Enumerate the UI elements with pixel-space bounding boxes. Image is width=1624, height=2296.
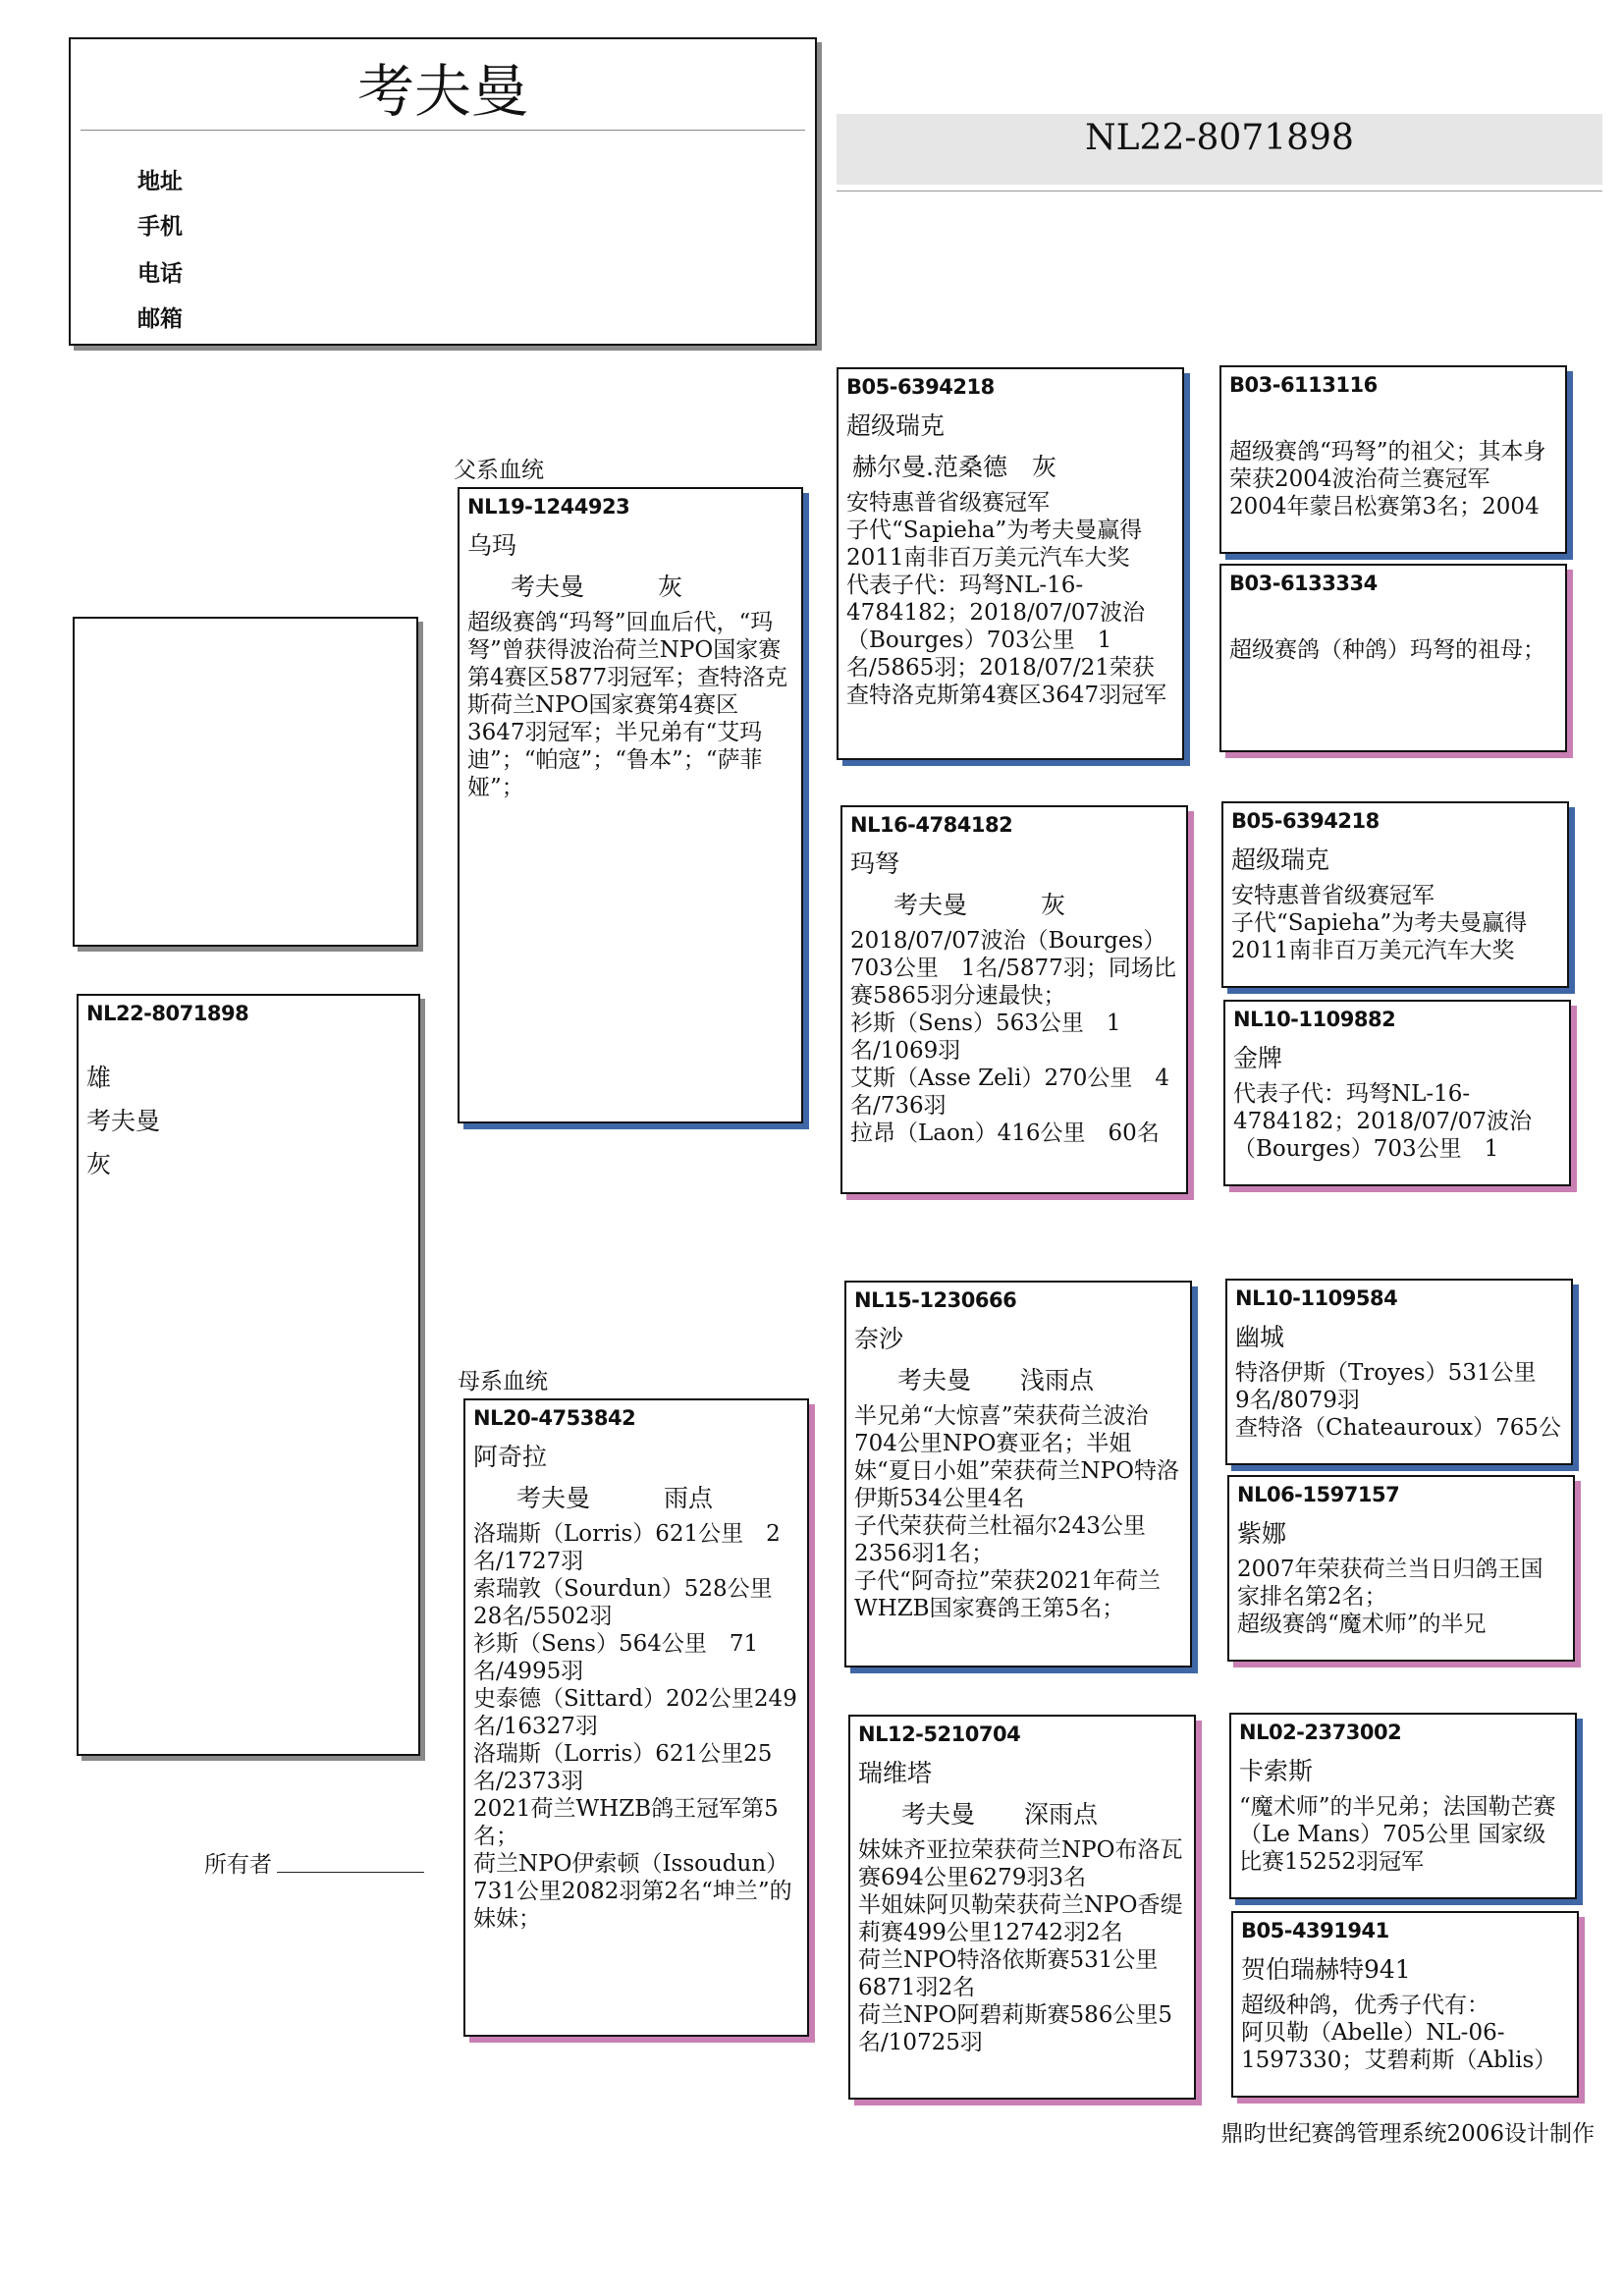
- sire-dam-box: [840, 805, 1188, 1194]
- sire-breeder-color: 考夫曼 灰: [511, 573, 683, 601]
- subject-box: [77, 994, 420, 1756]
- ddd-box: [1231, 1911, 1579, 2098]
- sire-sire-name: 超级瑞克: [846, 411, 946, 440]
- dam-dam-description: 妹妹齐亚拉荣获荷兰NPO布洛瓦赛694公里6279羽3名 半姐妹阿贝勒荣获荷兰NPO香缇莉赛499公里12742羽2名 荷兰NPO特洛依斯赛531公里6871羽2名 荷兰NPO阿碧莉斯赛586公里5名/10725羽: [858, 1837, 1183, 2055]
- sds-box: [1221, 801, 1569, 988]
- sss-box: [1219, 365, 1567, 554]
- dam-dam-ring: NL12-5210704: [858, 1722, 1021, 1746]
- dam-sire-breeder-color: 考夫曼 浅雨点: [897, 1366, 1095, 1394]
- sds-description: 安特惠普省级赛冠军 子代“Sapieha”为考夫曼赢得2011南非百万美元汽车大奖: [1231, 883, 1528, 963]
- phone-label: 电话: [137, 260, 183, 287]
- ssd-description: 超级赛鸽（种鸽）玛弩的祖母；: [1229, 637, 1545, 663]
- subject-breeder: 考夫曼: [86, 1107, 161, 1135]
- dam-sire-name: 奈沙: [854, 1325, 904, 1353]
- footer-credit: 鼎昀世纪赛鸽管理系统2006设计制作: [1220, 2121, 1595, 2147]
- sire-dam-name: 玛弩: [850, 849, 900, 878]
- ddd-name: 贺伯瑞赫特941: [1241, 1955, 1411, 1984]
- dds-description: “魔术师”的半兄弟；法国勒芒赛（Le Mans）705公里 国家级比赛15252羽冠军: [1239, 1794, 1556, 1875]
- sdd-box: [1223, 1000, 1571, 1186]
- dam-sire-ring: NL15-1230666: [854, 1288, 1017, 1312]
- subject-sex: 雄: [86, 1064, 112, 1092]
- sdd-description: 代表子代：玛弩NL-16-4784182；2018/07/07波治（Bourges）703公里 1: [1233, 1081, 1532, 1162]
- sdd-name: 金牌: [1233, 1044, 1283, 1072]
- dds-box: [1229, 1713, 1577, 1899]
- sire-box: [458, 487, 803, 1123]
- dam-ring: NL20-4753842: [473, 1406, 636, 1430]
- sire-name: 乌玛: [467, 531, 517, 560]
- owner-signature-line: [277, 1872, 424, 1873]
- email-label: 邮箱: [137, 305, 183, 332]
- dam-description: 洛瑞斯（Lorris）621公里 2名/1727羽 索瑞敦（Sourdun）528公里28名/5502羽 衫斯（Sens）564公里 71名/4995羽 史泰德（Sittard）202公里249名/16327羽 洛瑞斯（Lorris）621公里25名/2373羽 2021荷兰WHZB鸽王冠军第5名； 荷兰NPO伊索顿（Issoudun）731公里2082羽第2名“坤兰”的妹妹；: [473, 1521, 797, 1932]
- dam-sire-box: [844, 1281, 1192, 1667]
- dss-name: 幽城: [1235, 1323, 1285, 1351]
- ssd-box: [1219, 564, 1567, 752]
- dsd-name: 紫娜: [1237, 1519, 1287, 1548]
- dds-ring: NL02-2373002: [1239, 1721, 1402, 1744]
- dsd-ring: NL06-1597157: [1237, 1483, 1400, 1506]
- ddd-description: 超级种鸽，优秀子代有： 阿贝勒（Abelle）NL-06-1597330；艾碧莉斯（Ablis）: [1241, 1993, 1557, 2073]
- dam-box: [463, 1398, 809, 2037]
- sss-description: 超级赛鸽“玛弩”的祖父；其本身荣获2004波治荷兰赛冠军 2004年蒙吕松赛第3名；2004: [1229, 439, 1546, 519]
- sds-ring: B05-6394218: [1231, 809, 1380, 833]
- sire-dam-ring: NL16-4784182: [850, 813, 1013, 837]
- subject-ring: NL22-8071898: [86, 1002, 249, 1025]
- ssd-ring: B03-6133334: [1229, 572, 1378, 595]
- dsd-description: 2007年荣获荷兰当日归鸽王国家排名第2名； 超级赛鸽“魔术师”的半兄: [1237, 1557, 1543, 1637]
- sire-sire-description: 安特惠普省级赛冠军 子代“Sapieha”为考夫曼赢得2011南非百万美元汽车大奖 代表子代：玛弩NL-16-4784182；2018/07/07波治（Bourges）703公里 1名/5865羽；2018/07/21荣获查特洛克斯第4赛区3647羽冠军: [846, 490, 1167, 708]
- address-label: 地址: [137, 168, 183, 194]
- sire-dam-breeder-color: 考夫曼 灰: [893, 891, 1066, 919]
- dam-name: 阿奇拉: [473, 1443, 548, 1471]
- dds-name: 卡索斯: [1239, 1757, 1314, 1785]
- sdd-ring: NL10-1109882: [1233, 1008, 1396, 1031]
- sire-line-label: 父系血统: [454, 458, 544, 483]
- sire-sire-breeder-color: 赫尔曼.范桑德 灰: [852, 453, 1056, 481]
- dss-ring: NL10-1109584: [1235, 1286, 1398, 1310]
- photo-frame: [73, 617, 418, 947]
- owner-label: 所有者: [204, 1852, 272, 1878]
- sss-ring: B03-6113116: [1229, 373, 1378, 397]
- header-divider: [81, 130, 805, 131]
- owner-title: 考夫曼: [356, 58, 528, 125]
- sire-description: 超级赛鸽“玛弩”回血后代，“玛弩”曾获得波治荷兰NPO国家赛第4赛区5877羽冠军；查特洛克斯荷兰NPO国家赛第4赛区3647羽冠军；半兄弟有“艾玛迪”；“帕寇”；“鲁本”；“萨菲娅”；: [467, 610, 788, 800]
- owner-header-box: [69, 37, 817, 346]
- dss-box: [1225, 1279, 1573, 1465]
- dss-description: 特洛伊斯（Troyes）531公里 9名/8079羽 查特洛（Chateauroux）765公: [1235, 1360, 1562, 1441]
- main-ring-number: NL22-8071898: [1085, 118, 1354, 158]
- dam-line-label: 母系血统: [458, 1369, 548, 1394]
- dam-dam-box: [848, 1715, 1196, 2100]
- ddd-ring: B05-4391941: [1241, 1919, 1389, 1942]
- sds-name: 超级瑞克: [1231, 846, 1330, 874]
- dam-breeder-color: 考夫曼 雨点: [516, 1484, 714, 1512]
- sire-dam-description: 2018/07/07波治（Bourges）703公里 1名/5877羽；同场比赛5865羽分速最快； 衫斯（Sens）563公里 1名/1069羽 艾斯（Asse Zeli）270公里 4名/736羽 拉昂（Laon）416公里 60名: [850, 928, 1176, 1146]
- subject-color: 灰: [86, 1150, 112, 1178]
- sire-ring: NL19-1244923: [467, 495, 630, 519]
- dsd-box: [1227, 1475, 1575, 1662]
- dam-dam-name: 瑞维塔: [858, 1759, 933, 1787]
- sire-sire-box: [837, 367, 1184, 760]
- sire-sire-ring: B05-6394218: [846, 375, 995, 399]
- dam-sire-description: 半兄弟“大惊喜”荣获荷兰波治704公里NPO赛亚名；半姐妹“夏日小姐”荣获荷兰NPO特洛伊斯534公里4名 子代荣获荷兰杜福尔243公里2356羽1名； 子代“阿奇拉”荣获2021年荷兰WHZB国家赛鸽王第5名；: [854, 1403, 1179, 1621]
- dam-dam-breeder-color: 考夫曼 深雨点: [901, 1800, 1099, 1829]
- mobile-label: 手机: [137, 213, 183, 240]
